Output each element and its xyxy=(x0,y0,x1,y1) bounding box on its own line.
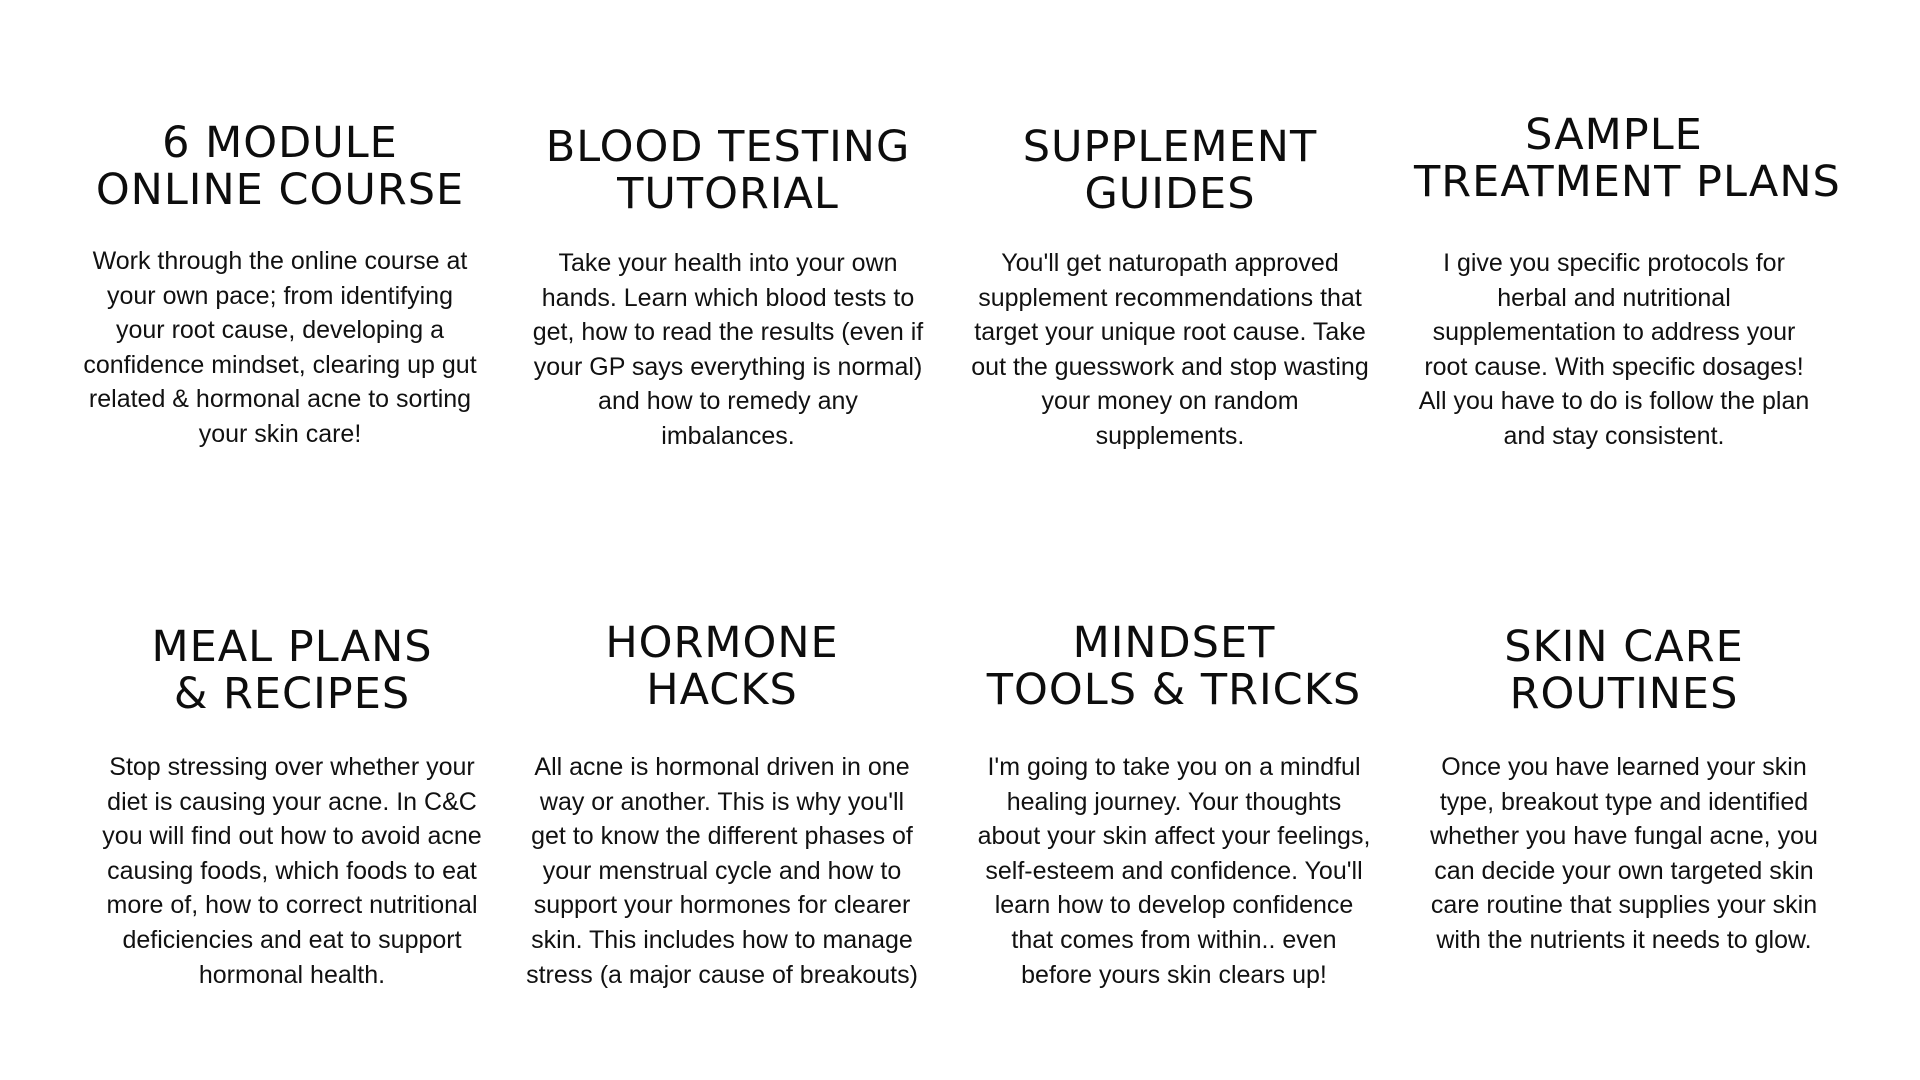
feature-description: I'm going to take you on a mindful healing journey. Your thoughts about your skin affect your feelings, self-esteem and confidence. You'll learn how to develop confidence that comes from within.. even before yours skin clears up! xyxy=(977,753,1371,989)
feature-description: Take your health into your own hands. Learn which blood tests to get, how to read the results (even if your GP says everything is normal) and how to remedy any imbalances. xyxy=(532,249,924,450)
feature-title-line: SUPPLEMENT xyxy=(1022,122,1318,172)
feature-title-line: TOOLS & TRICKS xyxy=(986,665,1362,715)
feature-description: You'll get naturopath approved supplement recommendations that target your unique root cause. Take out the guesswork and stop wasting your money on random supplements. xyxy=(971,249,1369,450)
feature-title xyxy=(80,120,480,214)
feature-title xyxy=(528,124,928,218)
feature-title-line: SAMPLE xyxy=(1525,110,1703,160)
feature-title-line: BLOOD TESTING xyxy=(545,122,911,172)
feature-title-line: 6 MODULE xyxy=(162,118,398,168)
feature-card-treatment-plans xyxy=(1414,110,1841,450)
feature-card-online-course xyxy=(80,118,480,448)
feature-title xyxy=(970,124,1370,218)
feature-description: Work through the online course at your own pace; from identifying your root cause, developing a confidence mindset, clearing up gut related & hormonal acne to sorting your skin care! xyxy=(83,247,477,448)
feature-title-line: & RECIPES xyxy=(173,669,411,719)
feature-title-line: ROUTINES xyxy=(1509,669,1739,719)
feature-title-line: MINDSET xyxy=(1072,618,1276,668)
feature-description: Once you have learned your skin type, breakout type and identified whether you have fungal acne, you can decide your own targeted skin care routine that supplies your skin with the nutrients it needs to glow. xyxy=(1430,753,1818,954)
feature-title-line: TREATMENT PLANS xyxy=(1414,157,1841,207)
feature-card-meal-plans xyxy=(92,622,492,989)
feature-title-line: GUIDES xyxy=(1084,169,1256,219)
feature-title-line: HACKS xyxy=(646,665,798,715)
feature-card-blood-testing xyxy=(528,122,928,450)
feature-card-supplement-guides xyxy=(970,122,1370,450)
feature-title-line: HORMONE xyxy=(605,618,839,668)
feature-card-skin-care-routines xyxy=(1424,622,1824,954)
feature-title xyxy=(1414,110,1841,207)
feature-title-line: ONLINE COURSE xyxy=(95,165,465,215)
feature-card-mindset-tools xyxy=(974,618,1374,989)
feature-title-line: MEAL PLANS xyxy=(151,622,433,672)
feature-title xyxy=(92,624,492,718)
feature-title-line: TUTORIAL xyxy=(617,169,839,219)
feature-title xyxy=(1424,624,1824,718)
feature-title-line: SKIN CARE xyxy=(1504,622,1744,672)
feature-description: All acne is hormonal driven in one way or another. This is why you'll get to know the different phases of your menstrual cycle and how to support your hormones for clearer skin. This includes how to manage stress (a major cause of breakouts) xyxy=(526,753,918,989)
feature-title xyxy=(522,620,922,714)
feature-description: I give you specific protocols for herbal and nutritional supplementation to address your root cause. With specific dosages! All you have to do is follow the plan and stay consistent. xyxy=(1418,249,1810,450)
feature-title xyxy=(974,620,1374,714)
feature-card-hormone-hacks xyxy=(522,618,922,989)
feature-description: Stop stressing over whether your diet is causing your acne. In C&C you will find out how to avoid acne causing foods, which foods to eat more of, how to correct nutritional deficiencies and eat to support hormonal health. xyxy=(102,753,482,989)
